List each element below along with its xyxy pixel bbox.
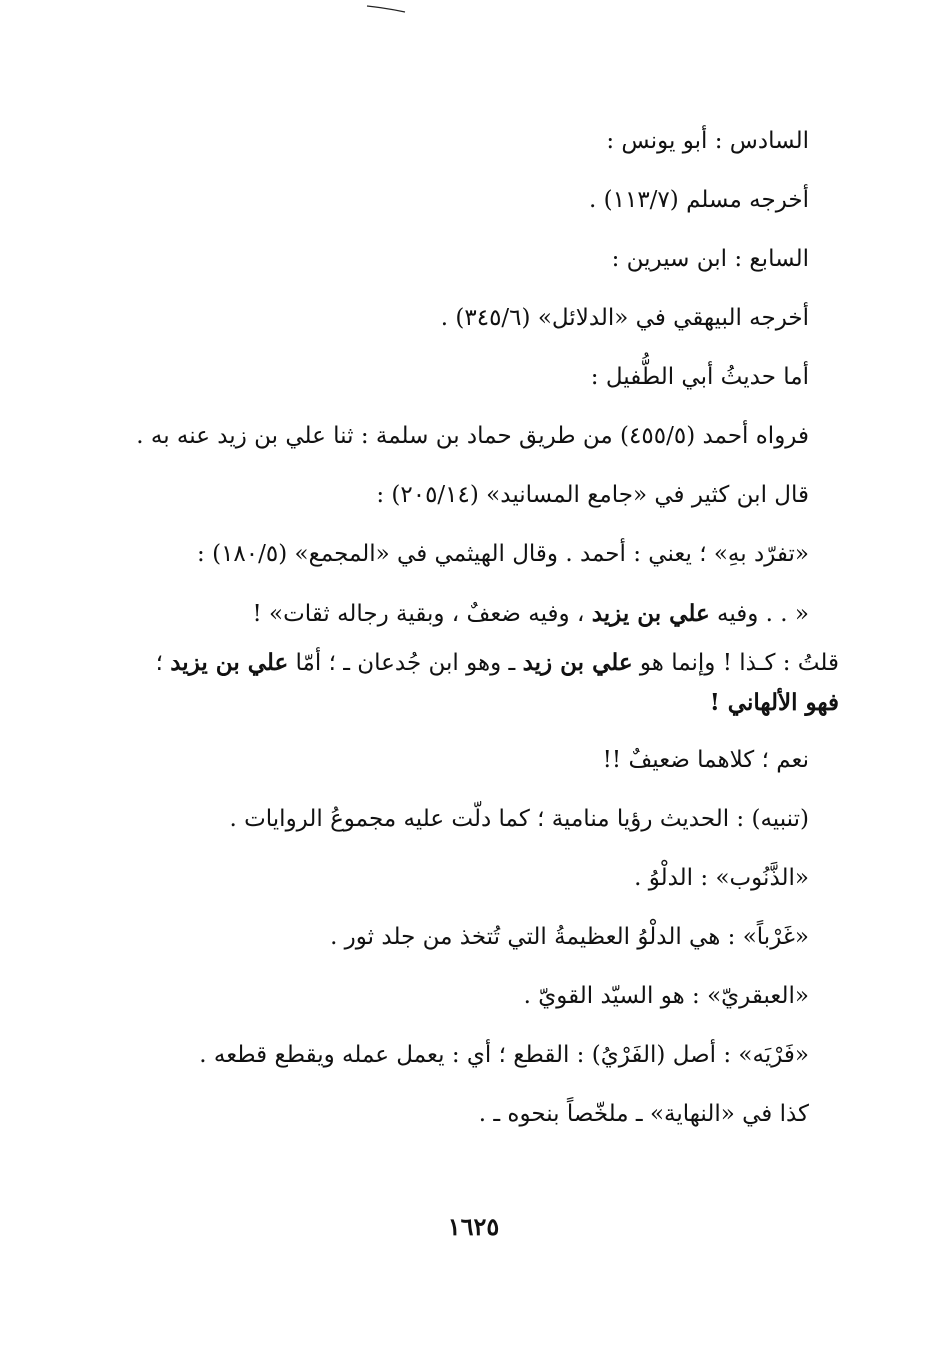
comment-part-4: فهو الألهاني !	[709, 689, 839, 716]
text-line-8: «تفرّد بهِ» ؛ يعني : أحمد . وقال الهيثمي في «المجمع» (١٨٠/٥) :	[197, 541, 809, 567]
text-line-7: قال ابن كثير في «جامع المسانيد» (٢٠٥/١٤) :	[376, 482, 809, 508]
narrator-name-yazid: علي بن يزيد	[170, 649, 289, 676]
text-line-13: «الذَّنُوب» : الدلْوُ .	[634, 865, 809, 891]
narrator-name: علي بن يزيد	[591, 600, 710, 627]
comment-part-2: ـ وهو ابن جُدعان ـ ؛ أمّا	[288, 650, 523, 676]
text-line-17: كذا في «النهاية» ـ ملخّصاً بنحوه ـ .	[478, 1101, 809, 1127]
text-line-10	[109, 643, 839, 723]
text-line-16: «فَرْيَه» : أصل (الفَرْيُ) : القطع ؛ أي : يعمل عمله ويقطع قطعه .	[199, 1042, 809, 1068]
text-line-9	[109, 584, 809, 643]
text-line-15: «العبقريّ» : هو السيّد القويّ .	[523, 983, 809, 1009]
text-line-3: السابع : ابن سيرين :	[611, 246, 809, 272]
quote-part-2: ، وفيه ضعفٌ ، وبقية رجاله ثقات» !	[252, 601, 592, 627]
text-line-1: السادس : أبو يونس :	[606, 128, 809, 154]
quote-part-1: « . . وفيه	[709, 601, 809, 627]
text-line-6: فرواه أحمد (٤٥٥/٥) من طريق حماد بن سلمة : ثنا علي بن زيد عنه به .	[136, 423, 809, 449]
text-line-4: أخرجه البيهقي في «الدلائل» (٣٤٥/٦) .	[440, 305, 809, 331]
text-line-12: (تنبيه) : الحديث رؤيا منامية ؛ كما دلّت عليه مجموعُ الروايات .	[229, 806, 809, 832]
text-line-5: أما حديثُ أبي الطُّفيل :	[590, 364, 809, 390]
text-line-11: نعم ؛ كلاهما ضعيفٌ !!	[602, 747, 809, 773]
page-number: ١٦٢٥	[447, 1212, 500, 1241]
text-line-14: «غَرْباً» : هي الدلْوُ العظيمةُ التي تُتخذ من جلد ثور .	[330, 924, 809, 950]
scan-mark	[366, 4, 406, 14]
comment-part-3: ؛	[155, 650, 171, 676]
comment-part-1: قلتُ : كـذا ! وإنما هو	[632, 650, 839, 676]
text-line-2: أخرجه مسلم (١١٣/٧) .	[589, 187, 809, 213]
narrator-name-zaid: علي بن زيد	[522, 649, 633, 676]
page-body	[109, 112, 839, 1144]
